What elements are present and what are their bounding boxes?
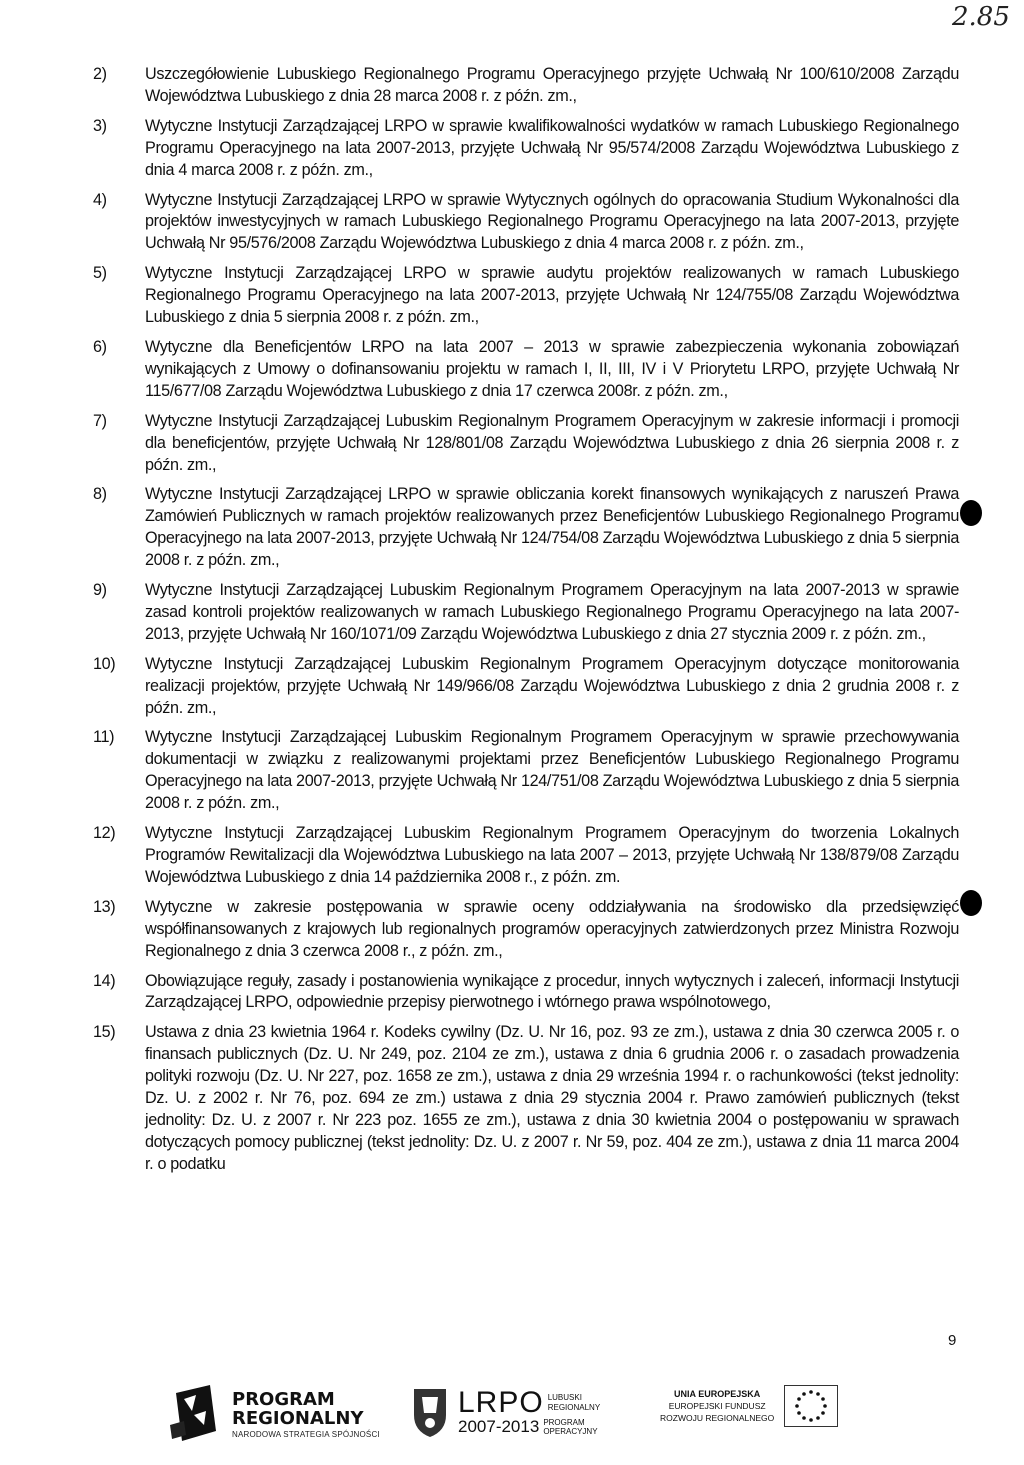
lrpo-title: LRPO <box>458 1385 544 1419</box>
punch-hole-mark <box>960 500 982 526</box>
handwritten-annotation: 2.85 <box>952 2 1010 32</box>
list-item-text: Wytyczne Instytucji Zarządzającej LRPO w sprawie audytu projektów realizowanych w ramach Lubuskiego Regionalnego Programu Operacyjnego na lata 2007-2013, przyjęte Uchwałą Nr 124/755/08 Zarządu Województwa Lubuskiego z dnia 5 sierpnia 2008 r. z późn. zm., <box>145 264 959 327</box>
list-item <box>93 727 959 815</box>
list-item-text: Wytyczne Instytucji Zarządzającej LRPO w sprawie kwalifikowalności wydatków w ramach Lubuskiego Regionalnego Programu Operacyjnego na lata 2007-2013, przyjęte Uchwałą Nr 95/574/2008 Zarządu Województwa Lubuskiego z dnia 4 marca 2008 r. z późn. zm., <box>145 116 959 179</box>
program-line3: NARODOWA STRATEGIA SPÓJNOŚCI <box>232 1429 380 1439</box>
list-item-text: Wytyczne Instytucji Zarządzającej Lubuskim Regionalnym Programem Operacyjnym dotyczące monitorowania realizacji projektów, przyjęte Uchwałą Nr 149/966/08 Zarządu Województwa Lubuskiego z dnia 2 grudnia 2008 r. z późn. zm., <box>145 654 959 717</box>
eu-line3: ROZWOJU REGIONALNEGO <box>660 1413 775 1423</box>
list-item-number: 4) <box>93 190 107 209</box>
list-item-number: 15) <box>93 1023 116 1042</box>
lrpo-side-text <box>548 1393 600 1412</box>
list-item <box>93 823 959 889</box>
list-item-number: 6) <box>93 337 107 356</box>
eu-logo <box>660 1385 838 1427</box>
list-item-text: Wytyczne Instytucji Zarządzającej LRPO w sprawie obliczania korekt finansowych wynikających z naruszeń Prawa Zamówień Publicznych w ramach projektów realizowanych przez Beneficjentów Lubuskiego Regionalnego Programu Operacyjnego na lata 2007-2013, przyjęte Uchwałą Nr 124/754/08 Zarządu Województwa Lubuskiego z dnia 5 sierpnia 2008 r. z późn. zm., <box>145 485 959 570</box>
program-line2: REGIONALNY <box>232 1407 364 1429</box>
list-item <box>93 411 959 477</box>
list-item <box>93 64 959 108</box>
list-item <box>93 897 959 963</box>
list-item <box>93 337 959 403</box>
lubuskie-coat-of-arms-icon <box>410 1385 450 1439</box>
list-item-number: 3) <box>93 116 107 135</box>
list-item-number: 7) <box>93 411 107 430</box>
document-body <box>93 64 959 1184</box>
page-number: 9 <box>948 1332 957 1349</box>
list-item-text: Wytyczne Instytucji Zarządzającej Lubuskim Regionalnym Programem Operacyjnym na lata 2007-2013 w sprawie zasad kontroli projektów realizowanych w ramach Lubuskiego Regionalnego Programu Operacyjnego na lata 2007-2013, przyjęte Uchwałą Nr 160/1071/09 Zarządu Województwa Lubuskiego z dnia 27 stycznia 2009 r. z późn. zm., <box>145 581 959 643</box>
list-item <box>93 1022 959 1175</box>
list-item <box>93 484 959 572</box>
list-item-text: Uszczegółowienie Lubuskiego Regionalnego Programu Operacyjnego przyjęte Uchwałą Nr 100/610/2008 Zarządu Województwa Lubuskiego z dnia 28 marca 2008 r. z późn. zm., <box>145 65 959 105</box>
eu-line1: UNIA EUROPEJSKA <box>674 1389 761 1399</box>
list-item <box>93 116 959 182</box>
list-item-number: 14) <box>93 971 116 990</box>
eu-line2: EUROPEJSKI FUNDUSZ <box>668 1401 766 1411</box>
list-item-number: 13) <box>93 897 116 916</box>
list-item-number: 5) <box>93 264 107 283</box>
list-item-text: Ustawa z dnia 23 kwietnia 1964 r. Kodeks cywilny (Dz. U. Nr 16, poz. 93 ze zm.), ustawa z dnia 30 czerwca 2005 r. o finansach publicznych (Dz. U. Nr 249, poz. 2104 ze zm.), ustawa z dnia 6 grudnia 2006 r. o zasadach prowadzenia polityki rozwoju (Dz. U. Nr 227, poz. 1658 ze zm.), ustawa z dnia 29 września 1994 r. o rachunkowości (tekst jednolity: Dz. U. z 2002 r. Nr 76, poz. 694 ze zm.) ustawa z dnia 29 stycznia 2004 r. Prawo zamówień publicznych (tekst jednolity: Dz. U. z 2007 r. Nr 223 poz. 1655 ze zm.), ustawa z dnia 30 kwietnia 2004 o postępowaniu w sprawach dotyczących pomocy publicznej (tekst jednolity: Dz. U. z 2007 r. Nr 59, poz. 404 ze zm.), ustawa z dnia 11 marca 2004 r. o podatku <box>145 1023 959 1173</box>
list-item-number: 9) <box>93 581 107 600</box>
lrpo-side-1: LUBUSKI <box>547 1393 582 1402</box>
lrpo-logo <box>410 1385 600 1439</box>
lrpo-side-4: OPERACYJNY <box>543 1427 598 1436</box>
list-item-number: 2) <box>93 65 107 83</box>
list-item-text: Wytyczne Instytucji Zarządzającej Lubuskim Regionalnym Programem Operacyjnym do tworzenia Lokalnych Programów Rewitalizacji dla Województwa Lubuskiego na lata 2007 – 2013, przyjęte Uchwałą Nr 138/879/08 Zarządu Województwa Lubuskiego z dnia 14 października 2008 r., z późn. zm. <box>145 824 959 886</box>
list-item-text: Wytyczne dla Beneficjentów LRPO na lata 2007 – 2013 w sprawie zabezpieczenia wykonania zobowiązań wynikających z Umowy o dofinansowaniu projektu w ramach I, II, III, IV i V Priorytetu LRPO, przyjęte Uchwałą Nr 115/677/08 Zarządu Województwa Lubuskiego z dnia 17 czerwca 2008r. z późn. zm., <box>145 337 959 400</box>
program-line1: PROGRAM <box>232 1388 335 1410</box>
list-item-number: 11) <box>93 728 115 747</box>
list-item <box>93 190 959 256</box>
lrpo-years: 2007-2013 <box>458 1417 540 1436</box>
list-item-text: Wytyczne Instytucji Zarządzającej LRPO w sprawie Wytycznych ogólnych do opracowania Studium Wykonalności dla projektów inwestycyjnych w ramach Lubuskiego Regionalnego Programu Operacyjnego na lata 2007-2013, przyjęte Uchwałą Nr 95/576/2008 Zarządu Województwa Lubuskiego z dnia 4 marca 2008 r. z późn. zm., <box>145 190 959 253</box>
list-item-text: Wytyczne Instytucji Zarządzającej Lubuskim Regionalnym Programem Operacyjnym w zakresie informacji i promocji dla beneficjentów, przyjęte Uchwałą Nr 128/801/08 Zarządu Województwa Lubuskiego z dnia 26 sierpnia 2008 r. z późn. zm., <box>145 411 959 474</box>
list-item <box>93 654 959 720</box>
list-item <box>93 971 959 1015</box>
punch-hole-mark <box>960 890 982 916</box>
lrpo-side-3: PROGRAM <box>543 1417 585 1427</box>
eu-flag-icon <box>784 1385 838 1427</box>
list-item-text: Wytyczne w zakresie postępowania w sprawie oceny oddziaływania na środowisko dla przedsięwzięć współfinansowanych z krajowych lub regionalnych programów operacyjnych zatwierdzonych przez Ministra Rozwoju Regionalnego z dnia 3 czerwca 2008 r., z późn. zm., <box>145 897 959 960</box>
lrpo-side-text-bottom <box>543 1418 597 1437</box>
list-item-number: 12) <box>93 824 116 843</box>
list-item-text: Obowiązujące reguły, zasady i postanowienia wynikające z procedur, innych wytycznych i zaleceń, informacji Instytucji Zarządzającej LRPO, odpowiednie przepisy pierwotnego i wtórnego prawa wspólnotowego, <box>145 971 959 1012</box>
list-item-number: 8) <box>93 485 107 504</box>
program-regionalny-logo <box>170 1385 380 1443</box>
list-item-text: Wytyczne Instytucji Zarządzającej Lubuskim Regionalnym Programem Operacyjnym w sprawie przechowywania dokumentacji w związku z realizowanymi projektami przez Beneficjentów Lubuskiego Regionalnego Programu Operacyjnego na lata 2007-2013, przyjęte Uchwałą Nr 124/751/08 Zarządu Województwa Lubuskiego z dnia 5 sierpnia 2008 r. z późn. zm., <box>145 728 959 813</box>
list-item-number: 10) <box>93 654 116 673</box>
lrpo-side-2: REGIONALNY <box>547 1402 601 1412</box>
program-regionalny-emblem-icon <box>170 1385 224 1443</box>
list-item <box>93 580 959 646</box>
list-item <box>93 263 959 329</box>
footer-logos <box>0 1385 1024 1465</box>
